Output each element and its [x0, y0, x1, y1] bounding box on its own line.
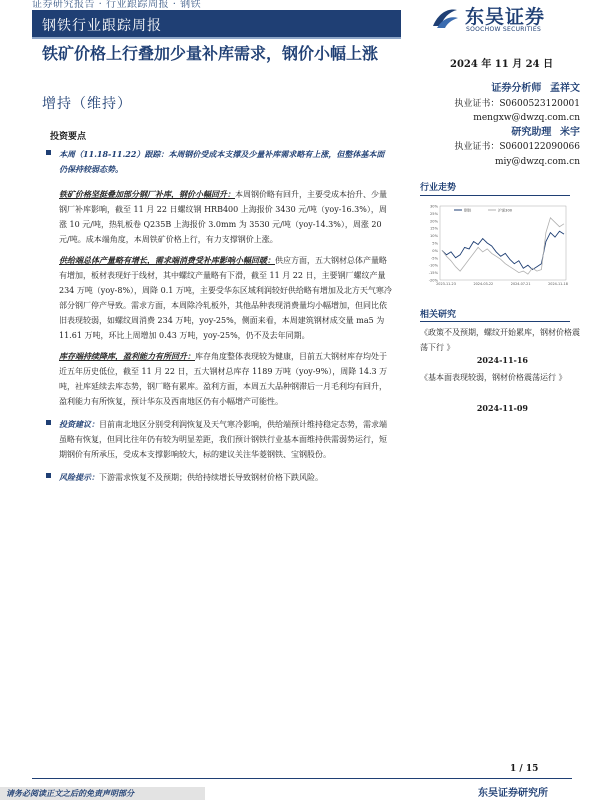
- header-band-strip: [32, 37, 401, 39]
- report-category-line: 证券研究报告 · 行业跟踪周报 · 钢铁: [32, 0, 202, 10]
- related-item-title[interactable]: 《政策不及预期，螺纹开始累库，钢材价格震荡下行 》: [420, 328, 580, 352]
- cert-number: S0600122090066: [499, 142, 580, 152]
- report-body: [50, 147, 392, 485]
- bullet-icon: [46, 473, 51, 478]
- y-tick-label: 0%: [432, 248, 438, 253]
- supply-demand-paragraph: [50, 253, 392, 343]
- assistant-role: 研究助理: [511, 126, 552, 138]
- footer-divider: [32, 778, 572, 779]
- y-tick-label: -15%: [428, 271, 438, 276]
- risk-text: 下游需求恢复不及预期；供给持续增长导致钢材价格下跌风险。: [99, 473, 323, 482]
- related-item-date: 2024-11-16: [476, 355, 528, 365]
- series-line-1: [442, 218, 564, 274]
- footer-company: 东吴证券研究所: [478, 788, 548, 799]
- analyst-2: [420, 126, 580, 141]
- chart-frame: [440, 206, 566, 280]
- supply-heading: 供给端总体产量略有增长，需求端消费受补库影响小幅回暖：: [59, 255, 275, 265]
- related-title: 相关研究: [420, 310, 457, 320]
- company-logo: [431, 0, 571, 40]
- advice-lead: 投资建议：: [59, 419, 99, 429]
- header-band-title: 钢铁行业跟踪周报: [42, 18, 162, 34]
- inventory-paragraph: [50, 349, 392, 409]
- price-text: 本周钢价略有回升，主要受成本抬升、少量钢厂补库影响，截至 11 月 22 日螺纹钢 HRB400 上海报价 3430 元/吨（yoy-16.3%），周涨 10 元/吨，热轧板卷 Q235B 上海报价 3.0mm 为 3530 元/吨（yoy-14.3%），周涨 20 元/吨。成本端角度，本周铁矿价格上行，有力支撑钢价上涨。: [59, 190, 387, 244]
- header-band: [32, 10, 401, 37]
- x-tick-label: 2024-03-22: [473, 282, 494, 286]
- logo-subtitle: SOOCHOW SECURITIES: [466, 26, 542, 33]
- x-tick-label: 2024-07-21: [510, 282, 531, 286]
- y-tick-label: 20%: [430, 219, 438, 224]
- risk-lead: 风险提示：: [59, 472, 99, 482]
- report-date: 2024 年 11 月 24 日: [450, 59, 554, 70]
- y-tick-label: 30%: [430, 204, 438, 209]
- industry-trend-chart: [420, 200, 570, 290]
- y-tick-label: 25%: [430, 211, 438, 216]
- analyst-1-cert: [420, 97, 580, 112]
- weekly-summary-text: 本周钢价受成本支撑及少量补库需求略有上涨，但整体基本面仍保持较弱态势。: [59, 149, 385, 174]
- weekly-summary-lead: 本周（11.18-11.22）跟踪：: [59, 149, 169, 159]
- cert-label: 执业证书：: [454, 98, 500, 109]
- analyst-1: [420, 82, 580, 97]
- cert-label: 执业证书：: [454, 142, 500, 152]
- analyst-2-cert: [420, 140, 580, 155]
- price-paragraph: [50, 187, 392, 247]
- x-tick-label: 2024-11-18: [548, 282, 568, 286]
- inventory-text: 库存角度整体表现较为健康，目前五大钢材库存均处于近五年历史低位，截至 11 月 22 日，五大钢材总库存 1189 万吨（yoy-9%），周降 14.3 万吨，社库延续去库态势，钢厂略有累库。盈利方面，本周五大品种钢滞后一月毛利均有回升，盈利能力有所恢复，预计华东及西南地区仍有小幅增产可能性。: [59, 352, 388, 406]
- report-rating: 增持（维持）: [42, 96, 132, 112]
- advice-text: 目前南北地区分别受利润恢复及天气寒冷影响，供给端预计维持稳定态势，需求端虽略有恢复，但同比往年仍有较为明显差距，我们预计钢铁行业基本面维持供需弱势运行，短期钢价有所承压，受成本支撑影响较大，标的建议关注华菱钢铁、宝钢股份。: [59, 420, 387, 459]
- inventory-heading: 库存端持续降库，盈利能力有所回升：: [59, 351, 195, 361]
- y-tick-label: -10%: [428, 263, 438, 268]
- related-divider: [420, 321, 570, 322]
- analyst-name: 孟祥文: [550, 83, 580, 94]
- y-tick-label: 5%: [432, 241, 438, 246]
- bullet-icon: [46, 150, 51, 155]
- key-points-title: 投资要点: [50, 132, 87, 142]
- analyst-1-email: mengxw@dwzq.com.cn: [473, 113, 580, 123]
- assistant-name: 米宇: [560, 126, 580, 138]
- logo-name: 东吴证券: [465, 6, 546, 28]
- bullet-icon: [46, 420, 51, 425]
- y-tick-label: 10%: [430, 234, 438, 239]
- logo-mark-icon: [431, 4, 459, 30]
- weekly-summary: [50, 147, 392, 177]
- disclaimer-note: 请务必阅读正文之后的免责声明部分: [0, 787, 205, 800]
- price-heading: 铁矿价格坚挺叠加部分钢厂补库，钢价小幅回升：: [59, 189, 235, 199]
- y-tick-label: -20%: [428, 278, 438, 283]
- investment-advice: [50, 417, 392, 462]
- analyst-block: [420, 82, 580, 169]
- report-title: 铁矿价格上行叠加少量补库需求，钢价小幅上涨: [42, 44, 379, 63]
- trend-divider: [420, 195, 570, 196]
- page-number: 1 / 15: [510, 764, 539, 774]
- analyst-role: 证券分析师: [491, 83, 542, 94]
- trend-title: 行业走势: [420, 183, 457, 193]
- legend-label: 钢铁: [464, 208, 472, 213]
- x-tick-label: 2023-11-23: [436, 282, 456, 286]
- risk-warning: [50, 470, 392, 485]
- y-tick-label: -5%: [431, 256, 438, 261]
- cert-number: S0600523120001: [499, 98, 580, 109]
- related-item-date: 2024-11-09: [476, 403, 528, 413]
- supply-text: 供应方面，五大钢材总体产量略有增加，板材表现好于线材，其中螺纹产量略有下滑，截至 11 月 22 日，主要钢厂螺纹产量 234 万吨（yoy-8%），周降 0.1 万吨，主要受华东区域利润较好供给略有增加及北方天气寒冷部分钢厂停产导致。需求方面，本周除冷轧板外，其他品种表现消费量均小幅增加，但同比依旧表现较弱，如螺纹周消费 234 万吨，yoy-25%，侧面来看，本周建筑钢材成交量 ma5 为 11.61 万吨，环比上周增加 0.43 万吨，yoy-25%，仍不及去年同期。: [59, 256, 392, 340]
- legend-label: 沪深300: [498, 208, 513, 213]
- analyst-2-email: miy@dwzq.com.cn: [494, 156, 580, 167]
- y-tick-label: 15%: [430, 226, 438, 231]
- related-item-title[interactable]: 《基本面表现较弱，钢材价格震荡运行 》: [420, 373, 567, 382]
